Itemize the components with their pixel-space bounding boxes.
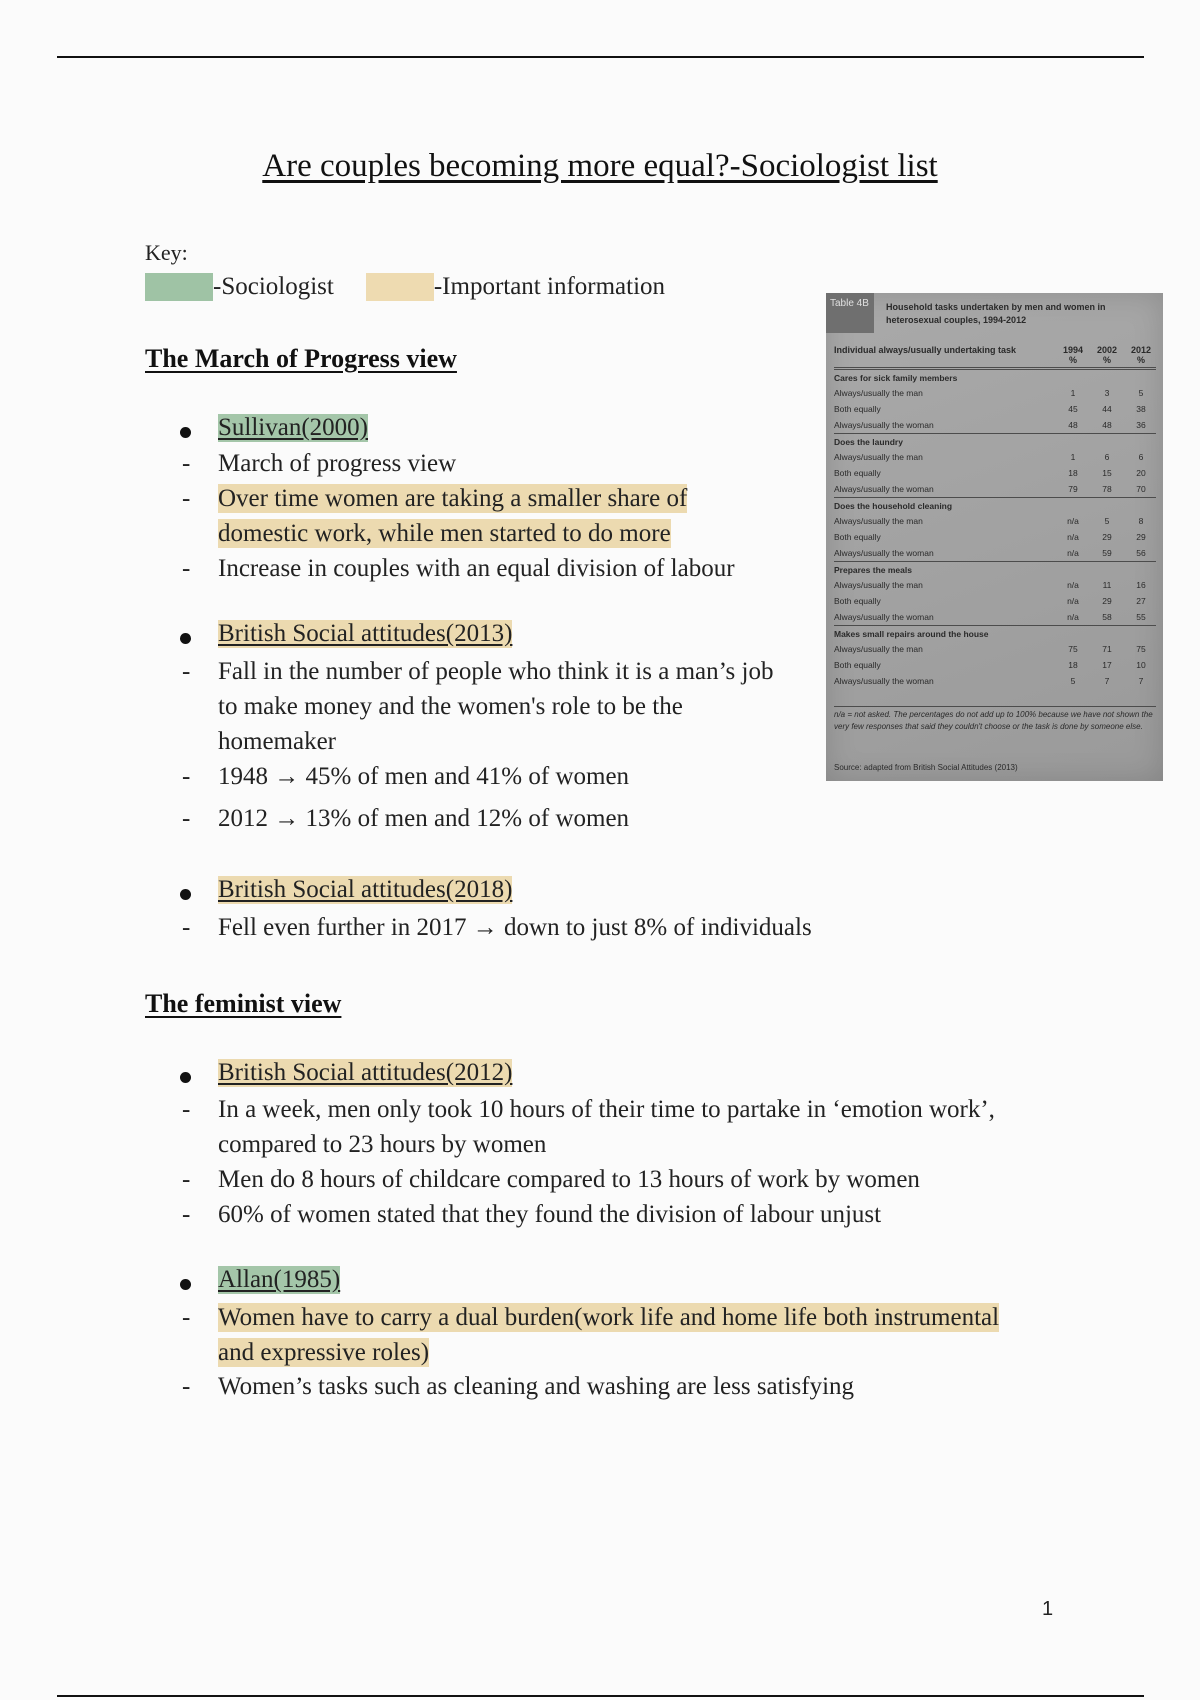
table-row bbox=[834, 417, 1156, 433]
table-row bbox=[834, 401, 1156, 417]
table-column-label: Individual always/usually undertaking task bbox=[834, 345, 1017, 355]
table-cell: n/a bbox=[1067, 596, 1079, 606]
sociologist-label: Allan(1985) bbox=[218, 1266, 341, 1293]
table-row-label: Both equally bbox=[834, 532, 881, 542]
table-row bbox=[834, 529, 1156, 545]
table-note: n/a = not asked. The percentages do not add up to 100% because we have not shown the very few responses that said they couldn't choose or the task is done by someone else. bbox=[834, 706, 1156, 733]
household-tasks-table-photo bbox=[826, 293, 1163, 781]
table-row-label: Always/usually the woman bbox=[834, 676, 934, 686]
table-cell: 71 bbox=[1102, 644, 1112, 654]
table-cell: 5 bbox=[1070, 676, 1076, 686]
table-cell: 20 bbox=[1136, 468, 1146, 478]
table-cell: 48 bbox=[1068, 420, 1078, 430]
table-cell: 1 bbox=[1070, 452, 1076, 462]
table-cell: 5 bbox=[1104, 516, 1110, 526]
sociologist-label: Sullivan(2000) bbox=[218, 414, 368, 441]
table-cell: n/a bbox=[1067, 548, 1079, 558]
table-cell: 78 bbox=[1102, 484, 1112, 494]
table-cell: 8 bbox=[1138, 516, 1144, 526]
table-cell: 16 bbox=[1136, 580, 1146, 590]
table-cell: 56 bbox=[1136, 548, 1146, 558]
table-cell: 29 bbox=[1136, 532, 1146, 542]
table-cell: 29 bbox=[1102, 596, 1112, 606]
table-cell: 11 bbox=[1102, 580, 1112, 590]
bullet-dot bbox=[180, 1279, 191, 1290]
table-cell: 7 bbox=[1138, 676, 1144, 686]
table-row bbox=[834, 545, 1156, 561]
table-row-label: Both equally bbox=[834, 404, 881, 414]
table-section-row: Does the household cleaning bbox=[834, 497, 1156, 514]
table-row-label: Always/usually the man bbox=[834, 644, 923, 654]
table-row-label: Always/usually the man bbox=[834, 580, 923, 590]
table-tag: Table 4B bbox=[826, 293, 874, 333]
table-cell: 36 bbox=[1136, 420, 1146, 430]
key-label: Key: bbox=[145, 240, 188, 265]
table-title: Household tasks undertaken by men and women in heterosexual couples, 1994-2012 bbox=[886, 302, 1106, 325]
table-cell: 70 bbox=[1136, 484, 1146, 494]
table-cell: 44 bbox=[1102, 404, 1112, 414]
table-cell: 18 bbox=[1068, 660, 1078, 670]
table-row bbox=[834, 449, 1156, 465]
table-cell: 48 bbox=[1102, 420, 1112, 430]
table-row-label: Always/usually the woman bbox=[834, 548, 934, 558]
table-cell: n/a bbox=[1067, 580, 1079, 590]
bullet-dot bbox=[180, 889, 191, 900]
table-cell: 38 bbox=[1136, 404, 1146, 414]
study-label: British Social attitudes(2012) bbox=[218, 1059, 513, 1086]
bullet-dot bbox=[180, 427, 191, 438]
table-row bbox=[834, 673, 1156, 689]
table-section-row: Cares for sick family members bbox=[834, 369, 1156, 386]
table-cell: 7 bbox=[1104, 676, 1110, 686]
bottom-rule bbox=[57, 1695, 1144, 1697]
table-cell: 27 bbox=[1136, 596, 1146, 606]
year-header: 2002 % bbox=[1096, 345, 1118, 365]
table-row-label: Always/usually the woman bbox=[834, 612, 934, 622]
bullet-dot bbox=[180, 633, 191, 644]
table-row bbox=[834, 593, 1156, 609]
sociologist-key-text: -Sociologist bbox=[213, 273, 334, 300]
table-row-label: Both equally bbox=[834, 596, 881, 606]
year-header: 1994 % bbox=[1062, 345, 1084, 365]
table-section-row: Makes small repairs around the house bbox=[834, 625, 1156, 642]
feminist-view-heading: The feminist view bbox=[145, 989, 342, 1018]
table-row-label: Always/usually the woman bbox=[834, 484, 934, 494]
table-cell: 75 bbox=[1136, 644, 1146, 654]
table-cell: 18 bbox=[1068, 468, 1078, 478]
important-text: Women have to carry a dual burden(work life and home life both instrumental bbox=[218, 1304, 1000, 1331]
table-cell: 6 bbox=[1138, 452, 1144, 462]
table-cell: n/a bbox=[1067, 532, 1079, 542]
year-header: 2012 % bbox=[1130, 345, 1152, 365]
important-key-text: -Important information bbox=[433, 273, 666, 300]
study-label: British Social attitudes(2013) bbox=[218, 620, 513, 647]
table-row-label: Always/usually the man bbox=[834, 388, 923, 398]
page-title: Are couples becoming more equal?-Sociologist list bbox=[262, 148, 938, 184]
table-row bbox=[834, 641, 1156, 657]
sociologist-swatch bbox=[145, 273, 213, 301]
top-rule bbox=[57, 56, 1144, 58]
key-legend bbox=[145, 272, 665, 302]
table-cell: 5 bbox=[1138, 388, 1144, 398]
table-row bbox=[834, 385, 1156, 401]
table-row-label: Always/usually the man bbox=[834, 516, 923, 526]
page-number: 1 bbox=[1042, 1598, 1054, 1620]
table-cell: 75 bbox=[1068, 644, 1078, 654]
important-swatch bbox=[366, 273, 434, 301]
important-text: domestic work, while men started to do more bbox=[218, 520, 671, 547]
table-cell: 29 bbox=[1102, 532, 1112, 542]
table-cell: n/a bbox=[1067, 612, 1079, 622]
table-row-label: Both equally bbox=[834, 468, 881, 478]
table-header bbox=[834, 345, 1156, 368]
table-source: Source: adapted from British Social Attitudes (2013) bbox=[834, 763, 1018, 772]
bullet-dot bbox=[180, 1072, 191, 1083]
table-cell: 15 bbox=[1102, 468, 1112, 478]
table-section-row: Does the laundry bbox=[834, 433, 1156, 450]
important-text: Over time women are taking a smaller share of bbox=[218, 485, 688, 512]
table-cell: 45 bbox=[1068, 404, 1078, 414]
table-cell: 55 bbox=[1136, 612, 1146, 622]
table-cell: 79 bbox=[1068, 484, 1078, 494]
table-cell: 1 bbox=[1070, 388, 1076, 398]
study-label: British Social attitudes(2018) bbox=[218, 876, 513, 903]
table-row bbox=[834, 609, 1156, 625]
table-row bbox=[834, 577, 1156, 593]
table-row bbox=[834, 465, 1156, 481]
table-row-label: Both equally bbox=[834, 660, 881, 670]
table-cell: 58 bbox=[1102, 612, 1112, 622]
table-cell: 10 bbox=[1136, 660, 1146, 670]
table-row bbox=[834, 513, 1156, 529]
table-row-label: Always/usually the woman bbox=[834, 420, 934, 430]
important-text: and expressive roles) bbox=[218, 1339, 430, 1366]
table-row-label: Always/usually the man bbox=[834, 452, 923, 462]
table-section-row: Prepares the meals bbox=[834, 561, 1156, 578]
table-row bbox=[834, 657, 1156, 673]
table-cell: 59 bbox=[1102, 548, 1112, 558]
table-cell: 17 bbox=[1102, 660, 1112, 670]
table-row bbox=[834, 481, 1156, 497]
table-cell: 3 bbox=[1104, 388, 1110, 398]
table-cell: n/a bbox=[1067, 516, 1079, 526]
march-of-progress-heading: The March of Progress view bbox=[145, 344, 457, 373]
table-cell: 6 bbox=[1104, 452, 1110, 462]
